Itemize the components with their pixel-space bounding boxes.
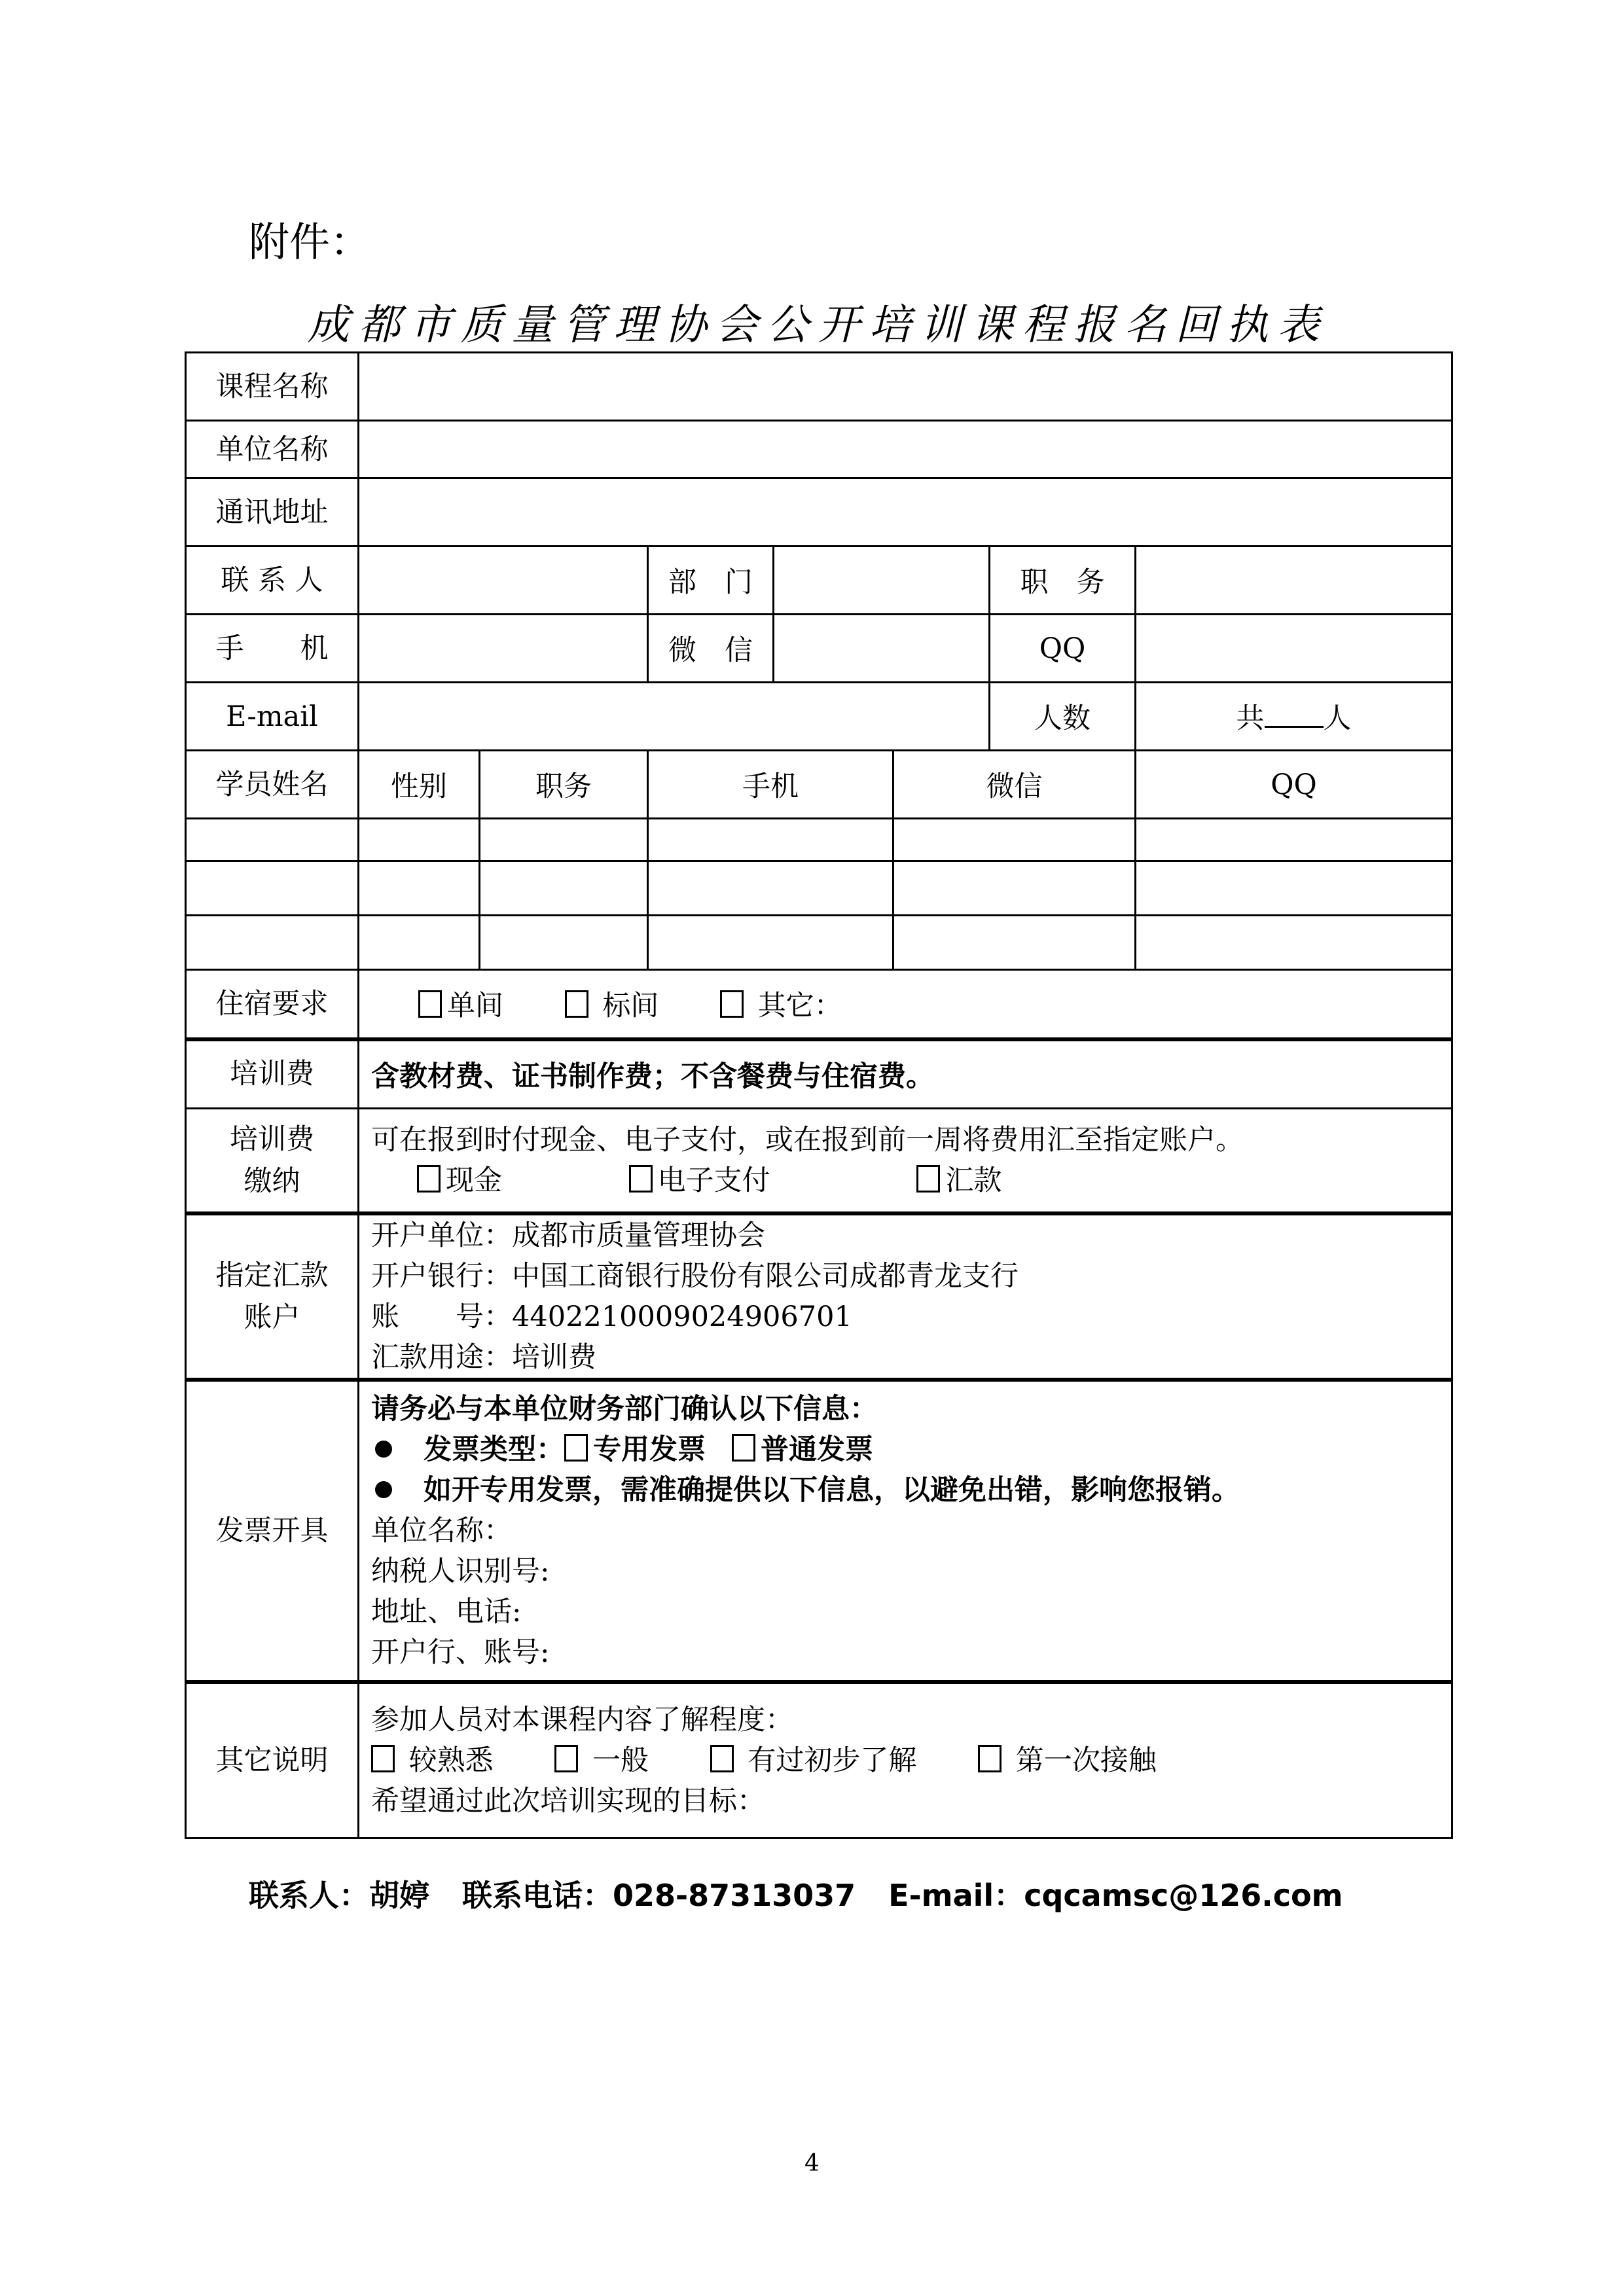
form-title: 成都市质量管理协会公开培训课程报名回执表 bbox=[307, 301, 1329, 350]
student-cell[interactable] bbox=[1136, 861, 1453, 916]
checkbox-icon[interactable] bbox=[418, 990, 442, 1018]
familiarity-first[interactable] bbox=[978, 1740, 1157, 1781]
footer-contact-name: 联系人：胡婷 bbox=[249, 1878, 429, 1913]
fee-label: 培训费 bbox=[186, 1039, 359, 1109]
account-number: 账 号：4402210009024906701 bbox=[371, 1300, 852, 1333]
page-number: 4 bbox=[804, 2150, 820, 2177]
account-bank: 开户银行：中国工商银行股份有限公司成都青龙支行 bbox=[371, 1259, 1019, 1293]
accommodation-double[interactable] bbox=[565, 984, 659, 1024]
student-row bbox=[186, 819, 1453, 861]
checkbox-icon[interactable] bbox=[720, 990, 744, 1018]
checkbox-icon[interactable] bbox=[565, 990, 588, 1018]
contact-field[interactable] bbox=[359, 547, 648, 615]
checkbox-icon[interactable] bbox=[916, 1165, 940, 1193]
course-name-field[interactable] bbox=[359, 353, 1453, 421]
account-label-2: 账户 bbox=[244, 1300, 300, 1334]
student-header-row bbox=[186, 751, 1453, 819]
count-suffix: 人 bbox=[1323, 702, 1352, 735]
wechat-field[interactable] bbox=[774, 615, 990, 683]
invoice-field-address[interactable]: 地址、电话: bbox=[371, 1595, 522, 1628]
student-row bbox=[186, 861, 1453, 916]
student-cell[interactable] bbox=[480, 861, 648, 916]
student-cell[interactable] bbox=[1136, 819, 1453, 861]
qq-field[interactable] bbox=[1136, 615, 1453, 683]
student-cell[interactable] bbox=[648, 819, 893, 861]
checkbox-icon[interactable] bbox=[710, 1745, 734, 1772]
option-label: 第一次接触 bbox=[1015, 1744, 1157, 1777]
payment-cash[interactable] bbox=[417, 1160, 502, 1201]
mobile-header: 手机 bbox=[648, 751, 893, 819]
fee-text: 含教材费、证书制作费；不含餐费与住宿费。 bbox=[359, 1039, 1453, 1109]
option-label: 有过初步了解 bbox=[748, 1744, 917, 1777]
option-label: 汇款 bbox=[945, 1164, 1002, 1197]
student-cell[interactable] bbox=[186, 916, 359, 970]
registration-form bbox=[185, 351, 1453, 1839]
qq-label: QQ bbox=[990, 615, 1136, 683]
student-cell[interactable] bbox=[893, 861, 1136, 916]
student-cell[interactable] bbox=[359, 861, 480, 916]
account-unit: 开户单位：成都市质量管理协会 bbox=[371, 1219, 765, 1252]
count-label: 人数 bbox=[990, 683, 1136, 751]
payment-electronic[interactable] bbox=[629, 1160, 770, 1201]
checkbox-icon[interactable] bbox=[554, 1745, 578, 1772]
student-cell[interactable] bbox=[648, 861, 893, 916]
checkbox-icon[interactable] bbox=[371, 1745, 395, 1772]
footer-contact bbox=[249, 1872, 1376, 1915]
footer-email[interactable]: E-mail：cqcamsc@126.com bbox=[888, 1878, 1343, 1913]
count-prefix: 共 bbox=[1236, 702, 1265, 735]
invoice-notice: 请务必与本单位财务部门确认以下信息： bbox=[371, 1392, 878, 1426]
student-name-header: 学员姓名 bbox=[186, 751, 359, 819]
accommodation-label: 住宿要求 bbox=[186, 970, 359, 1039]
wechat-label: 微 信 bbox=[648, 615, 774, 683]
dept-label: 部 门 bbox=[648, 547, 774, 615]
count-field[interactable] bbox=[1136, 683, 1453, 751]
checkbox-icon[interactable] bbox=[417, 1165, 441, 1193]
account-label-1: 指定汇款 bbox=[215, 1259, 329, 1292]
invoice-field-bank[interactable]: 开户行、账号: bbox=[371, 1636, 550, 1669]
payment-transfer[interactable] bbox=[916, 1160, 1001, 1201]
qq-header: QQ bbox=[1136, 751, 1453, 819]
invoice-type-label: 发票类型： bbox=[424, 1433, 564, 1466]
payment-label-1: 培训费 bbox=[230, 1122, 314, 1156]
option-label: 专用发票 bbox=[593, 1433, 706, 1466]
invoice-normal[interactable] bbox=[732, 1433, 873, 1466]
accommodation-other[interactable] bbox=[720, 984, 842, 1024]
option-label: 单间 bbox=[447, 990, 503, 1023]
familiarity-question: 参加人员对本课程内容了解程度： bbox=[371, 1703, 793, 1736]
familiarity-familiar[interactable] bbox=[371, 1740, 494, 1781]
option-label: 一般 bbox=[592, 1744, 649, 1777]
address-label: 通讯地址 bbox=[186, 478, 359, 547]
payment-text: 可在报到时付现金、电子支付，或在报到前一周将费用汇至指定账户。 bbox=[371, 1123, 1244, 1157]
checkbox-icon[interactable] bbox=[564, 1434, 588, 1462]
goal-question[interactable]: 希望通过此次培训实现的目标： bbox=[371, 1784, 765, 1818]
invoice-field-taxid[interactable]: 纳税人识别号: bbox=[371, 1554, 550, 1588]
student-cell[interactable] bbox=[893, 916, 1136, 970]
student-cell[interactable] bbox=[1136, 916, 1453, 970]
student-cell[interactable] bbox=[359, 916, 480, 970]
mobile-field[interactable] bbox=[359, 615, 648, 683]
invoice-special-note: 如开专用发票，需准确提供以下信息，以避免出错，影响您报销。 bbox=[424, 1473, 1240, 1507]
email-field[interactable] bbox=[359, 683, 990, 751]
invoice-field-org[interactable]: 单位名称： bbox=[371, 1514, 512, 1547]
contact-label: 联 系 人 bbox=[186, 547, 359, 615]
address-field[interactable] bbox=[359, 478, 1453, 547]
student-cell[interactable] bbox=[359, 819, 480, 861]
checkbox-icon[interactable] bbox=[732, 1434, 755, 1462]
option-label: 较熟悉 bbox=[408, 1744, 494, 1777]
attachment-label: 附件： bbox=[249, 218, 371, 266]
student-row bbox=[186, 916, 1453, 970]
position-header: 职务 bbox=[480, 751, 648, 819]
org-name-label: 单位名称 bbox=[186, 421, 359, 478]
invoice-special[interactable] bbox=[564, 1433, 706, 1466]
dept-field[interactable] bbox=[774, 547, 990, 615]
other-label: 其它说明 bbox=[186, 1682, 359, 1839]
count-blank[interactable] bbox=[1265, 702, 1324, 728]
payment-label-2: 缴纳 bbox=[244, 1164, 300, 1198]
student-cell[interactable] bbox=[893, 819, 1136, 861]
familiarity-basic[interactable] bbox=[710, 1740, 917, 1781]
invoice-label: 发票开具 bbox=[186, 1380, 359, 1682]
position-field[interactable] bbox=[1136, 547, 1453, 615]
option-label: 现金 bbox=[446, 1164, 502, 1197]
bullet-icon bbox=[375, 1441, 392, 1458]
student-cell[interactable] bbox=[480, 819, 648, 861]
course-name-label: 课程名称 bbox=[186, 353, 359, 421]
accommodation-single[interactable] bbox=[418, 984, 503, 1024]
student-cell[interactable] bbox=[648, 916, 893, 970]
option-label: 普通发票 bbox=[761, 1433, 873, 1466]
student-cell[interactable] bbox=[480, 916, 648, 970]
account-purpose: 汇款用途：培训费 bbox=[371, 1340, 596, 1374]
student-cell[interactable] bbox=[186, 861, 359, 916]
checkbox-icon[interactable] bbox=[978, 1745, 1001, 1772]
position-label: 职 务 bbox=[990, 547, 1136, 615]
bullet-icon bbox=[375, 1481, 392, 1498]
option-label: 其它： bbox=[757, 990, 842, 1023]
org-name-field[interactable] bbox=[359, 421, 1453, 478]
option-label: 电子支付 bbox=[657, 1164, 770, 1197]
email-label: E-mail bbox=[186, 683, 359, 751]
option-label: 标间 bbox=[602, 990, 659, 1023]
student-cell[interactable] bbox=[186, 819, 359, 861]
familiarity-average[interactable] bbox=[554, 1740, 649, 1781]
mobile-label: 手 机 bbox=[186, 615, 359, 683]
wechat-header: 微信 bbox=[893, 751, 1136, 819]
gender-header: 性别 bbox=[359, 751, 480, 819]
checkbox-icon[interactable] bbox=[629, 1165, 653, 1193]
footer-phone: 联系电话：028-87313037 bbox=[462, 1878, 856, 1913]
